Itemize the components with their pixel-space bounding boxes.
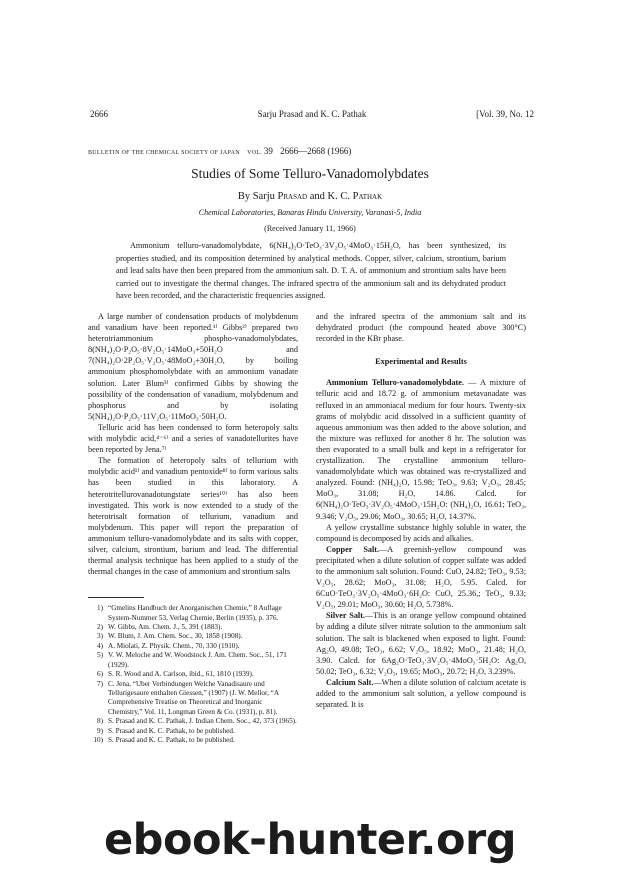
section-heading: Experimental and Results — [375, 357, 467, 367]
left-column — [88, 311, 298, 745]
intro-paragraph-1: A large number of condensation products of molybdenum and vanadium have been reported.¹⁾ Gibbs²⁾ prepared two heterotriammonium phospho-vanadomolybdates, 8(NH₄)₂O·P₂O₅·8V₂O₅·14MoO₃+50H₂O and 7(NH₄)₂O·2P₂O₅·V₂O₅·48MoO₂+30H₂O, by boiling ammonium phosphomolybdate with an ammonium vanadate solution. Later Blum³⁾ confirmed Gibbs by showing the possibility of the condensation of vanadium, molybdenum and phosphorus and by isolating 5(NH₄)₂O·P₂O₅·11V₂O₅·11MoO₃·50H₂O. — [88, 312, 298, 421]
journal-citation-line — [88, 146, 538, 158]
affiliation: Chemical Laboratories, Banaras Hindu University, Varanasi-5, India — [198, 208, 422, 217]
continuation-paragraph: and the infrared spectra of the ammonium salt and its dehydrated product (the compound heated above 300°C) recorded in the KBr phase. — [316, 312, 526, 344]
silver-text: —This is an orange yellow compound obtained by adding a dilute silver nitrate solution to the ammonium salt solution. The salt is blackened when exposed to light. Found: Ag₂O, 49.08; TeO₃, 6.62; V₂O₅, 18.92; MoO₃, 21.48; H₂O, 3.90. Calcd. for 6Ag₂O·TeO₃·3V₂O₅·4MoO₃·5H₂O: Ag₂O, 50.02; TeO₃, 6.32; V₂O₅, 19.65; MoO₃, 20.72; H₂O, 3.239%. — [316, 611, 527, 676]
footnote-item: 6) S. R. Wood and A. Carlson, ibid., 61, 1810 (1939). — [97, 670, 254, 679]
copper-heading: Copper Salt. — [326, 544, 380, 554]
footnote-item: 7) C. Jena, “Uber Verbindungen Welche Vanadisaure und Tellurigesaure enthalten Giessen,” (1907) (J. W. Mellor, “A Comprehensive Treatise on Theoretical and Inorganic Chemistry,” Vol. 11, Longman Green & Co. (1931), p. 81). — [97, 679, 279, 716]
received-date: (Received January 11, 1966) — [264, 224, 356, 233]
running-head — [90, 109, 534, 121]
journal-name: BULLETIN OF THE CHEMICAL SOCIETY OF JAPAN — [88, 150, 240, 156]
volume-issue: [Vol. 39, No. 12 — [476, 109, 534, 119]
footnote-item: 2) W. Gibbs, Am. Chem. J., 5, 391 (1883). — [97, 623, 223, 632]
footnote-item: 9) S. Prasad and K. C. Pathak, to be published. — [97, 726, 235, 735]
silver-paragraph — [316, 610, 526, 677]
footnote-item: 5) V. W. Meloche and W. Woodstock J. Am. Chem. Soc., 51, 171 (1929). — [97, 651, 287, 669]
article-title: Studies of Some Telluro-Vanadomolybdates — [191, 166, 429, 181]
footnotes — [88, 604, 298, 745]
footnote-item: 8) S. Prasad and K. C. Pathak, J. Indian Chem. Soc., 42, 373 (1965). — [97, 717, 297, 726]
footnote-item: 3) W. Blum, J. Am. Chem. Soc., 30, 1858 (1908). — [97, 632, 243, 641]
author1-last: Prasad — [277, 191, 308, 202]
page-number: 2666 — [90, 109, 108, 119]
calcium-heading: Calcium Salt. — [326, 677, 374, 687]
intro-paragraph-3: The formation of heteropoly salts of tellurium with molybdic acid¹⁾ and vanadium pentoxide⁸⁾ to form various salts has been studied in this laboratory. A heterotritellurovanadotungstate series¹⁰⁾ has also been investigated. This work is now extended to a study of the heterotrisalt formation of tellurium, vanadium and molybdenum. This paper will report the preparation of ammonium telluro-vanadomolybdate and its salts with copper, silver, calcium, strontium, barium and lead. The differential thermal analysis technique has been applied to a study of the thermal changes in the case of ammonium and strontium salts — [88, 456, 298, 577]
byline-prefix: By — [237, 191, 251, 202]
footnote-rule — [88, 597, 144, 598]
copper-paragraph — [316, 544, 526, 611]
calcium-text: —When a dilute solution of calcium acetate is added to the ammonium salt solution, a yellow compound is separated. It is — [316, 677, 526, 710]
footnote-item: 4) A. Miolati, Z. Physik. Chem., 70, 330 (1910). — [97, 641, 240, 650]
byline-and: and — [309, 191, 325, 202]
watermark: ebook-hunter.org — [104, 815, 516, 865]
author2-last: Pathak — [352, 191, 383, 202]
intro-paragraph-2: Telluric acid has been condensed to form heteropoly salts with molybdic acid,⁴⁻⁶⁾ and a series of vanadotellurites have been reported by Jena.⁷⁾ — [88, 422, 298, 455]
journal-vol-number: 39 — [263, 146, 273, 156]
footnote-item: 10) S. Prasad and K. C. Pathak, to be published. — [93, 735, 235, 744]
running-head-authors: Sarju Prasad and K. C. Pathak — [257, 109, 367, 119]
journal-vol-label: VOL. — [247, 150, 263, 156]
ammonium-heading: Ammonium Telluro-vanadomolybdate. — [326, 378, 464, 388]
footnote-item: 1) “Gmelins Handbuch der Anorganischen Chemie,” 8 Auflage System-Nummer 53, Verlag Chemie, Berlin (1935), p. 376. — [97, 604, 282, 622]
calcium-paragraph — [316, 677, 526, 710]
author2-first: K. C. — [327, 191, 350, 202]
right-column — [316, 311, 526, 710]
abstract: Ammonium telluro-vanadomolybdate, 6(NH₄)₂O·TeO₃·3V₂O₅·4MoO₃·15H₂O, has been synthesized, its properties studied, and its composition determined by analytical methods. Copper, silver, calcium, strontium, barium and lead salts have then been prepared from the ammonium salt. D. T. A. of ammonium and strontium salts have been carried out to investigate the thermal changes. The infrared spectra of the ammonium salt and its dehydrated product have been recorded, and the characteristic frequencies assigned. — [116, 241, 506, 301]
silver-heading: Silver Salt. — [326, 611, 365, 621]
ammonium-paragraph — [316, 377, 526, 521]
ammonium-text: — A mixture of telluric acid and 18.72 g. of ammonium metavanadate was refluxed in an ammoniacal medium for four hours. Twenty-six grams of molybdic acid dissolved in a sufficient quantity of aqueous ammonium was then added to the above solution, and the mixture was refluxed for another 8 hr. The solution was then evaporated to a small bulk and kept in a refrigerator for crystallization. The crystalline ammonium telluro-vanadomolybdate which was obtained was re-crystallized and analyzed. Found: (NH₄)₂O, 15.98; TeO₃, 9.63; V₂O₅, 28.45; MoO₃, 31.08; H₂O, 14.86. Calcd. for 6(NH₄)₂O·TeO₃·3V₂O₅·4MoO₃·15H₂O: (NH₄)₂O, 16.61; TeO₃, 9.346; V₂O₅, 29.06; MoO₃, 30.65; H₂O, 14.37%. — [316, 378, 527, 521]
ammonium-properties: A yellow crystalline substance highly soluble in water, the compound is decomposed by acids and alkalies. — [316, 522, 526, 543]
author1-first: Sarju — [252, 191, 275, 202]
byline — [0, 191, 620, 202]
journal-pages-year: 2666—2668 (1966) — [280, 146, 352, 156]
copper-text: —A greenish-yellow compound was precipitated when a dilute solution of copper sulfate was added to the ammonium salt solution. Found: CuO, 24.82; TeO₃, 9.53; V₂O₅, 28.62; MoO₃, 31.08; H₂O, 5.95. Calcd. for 6CuO·TeO₃·3V₂O₅·4MoO₃·6H₂O: CuO, 25.36,; TeO₃, 9.33; V₂O₅, 29.01; MoO₃, 30.60; H₂O, 5.738%. — [316, 544, 526, 610]
